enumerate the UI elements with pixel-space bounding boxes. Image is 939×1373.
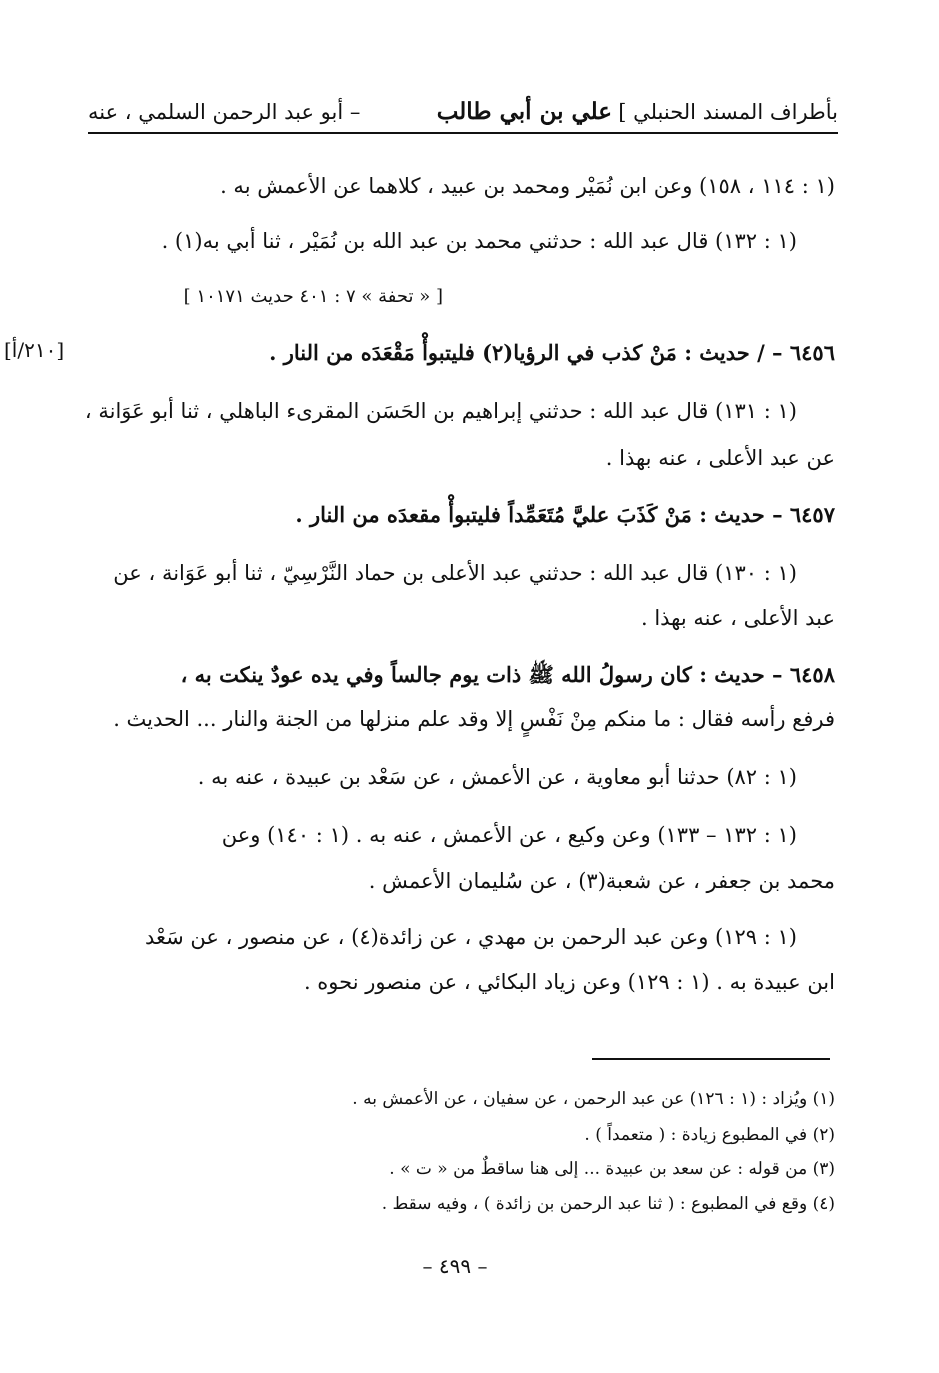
footnote: (١) ويُزاد : (١ : ١٢٦) عن عبد الرحمن ، عن سفيان ، عن الأعمش به . — [352, 1089, 835, 1109]
footnote-rule — [592, 1058, 830, 1060]
text-line: عبد الأعلى ، عنه بهذا . — [640, 606, 835, 630]
text-line: (١ : ٨٢) حدثنا أبو معاوية ، عن الأعمش ، عن سَعْد بن عبيدة ، عنه به . — [197, 765, 797, 789]
text-line: (١ : ١٣٠) قال عبد الله : حدثني عبد الأعلى بن حماد النَّرْسِيّ ، ثنا أبو عَوَانة ، عن — [113, 561, 797, 585]
running-header — [88, 96, 838, 132]
page-number: – ٤٩٩ – — [422, 1254, 488, 1278]
header-subtitle: – أبو عبد الرحمن السلمي ، عنه — [88, 100, 361, 124]
text-line: (١ : ١١٤ ، ١٥٨) وعن ابن نُمَيْر ومحمد بن عبيد ، كلاهما عن الأعمش به . — [220, 174, 835, 198]
hadith-heading: ٦٤٥٨ – حديث : كان رسولُ الله ﷺ ذات يوم جالساً وفي يده عودٌ ينكت به ، — [180, 662, 835, 687]
header-rule — [88, 132, 838, 134]
header-book-title: بأطراف المسند الحنبلي ] — [618, 100, 838, 124]
hadith-heading: ٦٤٥٦ – / حديث : مَنْ كذب في الرؤيا(٢) فليتبوأْ مَقْعَدَه من النار . — [269, 340, 835, 365]
text-line: فرفع رأسه فقال : ما منكم مِنْ نَفْسٍ إلا وقد علم منزلها من الجنة والنار ... الحديث . — [113, 707, 835, 731]
margin-folio-note: [٢١٠/أ] — [4, 338, 65, 362]
text-line: ابن عبيدة به . (١ : ١٢٩) وعن زياد البكائي ، عن منصور نحوه . — [303, 970, 835, 994]
hadith-heading: ٦٤٥٧ – حديث : مَنْ كَذَبَ عليَّ مُتَعَمِّداً فليتبوأْ مقعدَه من النار . — [295, 502, 835, 527]
citation-line: [ « تحفة » ٧ : ٤٠١ حديث ١٠١٧١ ] — [183, 286, 443, 307]
header-section-title: علي بن أبي طالب — [436, 98, 612, 125]
text-line: (١ : ١٢٩) وعن عبد الرحمن بن مهدي ، عن زائدة(٤) ، عن منصور ، عن سَعْد — [144, 925, 797, 949]
text-line: محمد بن جعفر ، عن شعبة(٣) ، عن سُليمان الأعمش . — [368, 869, 835, 893]
text-line: (١ : ١٣٢ – ١٣٣) وعن وكيع ، عن الأعمش ، عنه به . (١ : ١٤٠) وعن — [221, 823, 797, 847]
text-line: عن عبد الأعلى ، عنه بهذا . — [605, 446, 835, 470]
text-line: (١ : ١٣١) قال عبد الله : حدثني إبراهيم بن الحَسَن المقرىء الباهلي ، ثنا أبو عَوَانة ، — [84, 399, 797, 423]
text-line: (١ : ١٣٢) قال عبد الله : حدثني محمد بن عبد الله بن نُمَيْر ، ثنا أبي به(١) . — [161, 229, 797, 253]
footnote: (٤) وقع في المطبوع : ( ثنا عبد الرحمن بن زائدة ) ، وفيه سقط . — [381, 1194, 835, 1214]
footnote: (٢) في المطبوع زيادة : ( متعمداً ) . — [584, 1125, 835, 1145]
footnote: (٣) من قوله : عن سعد بن عبيدة ... إلى هنا ساقطٌ من « ت » . — [389, 1159, 835, 1179]
